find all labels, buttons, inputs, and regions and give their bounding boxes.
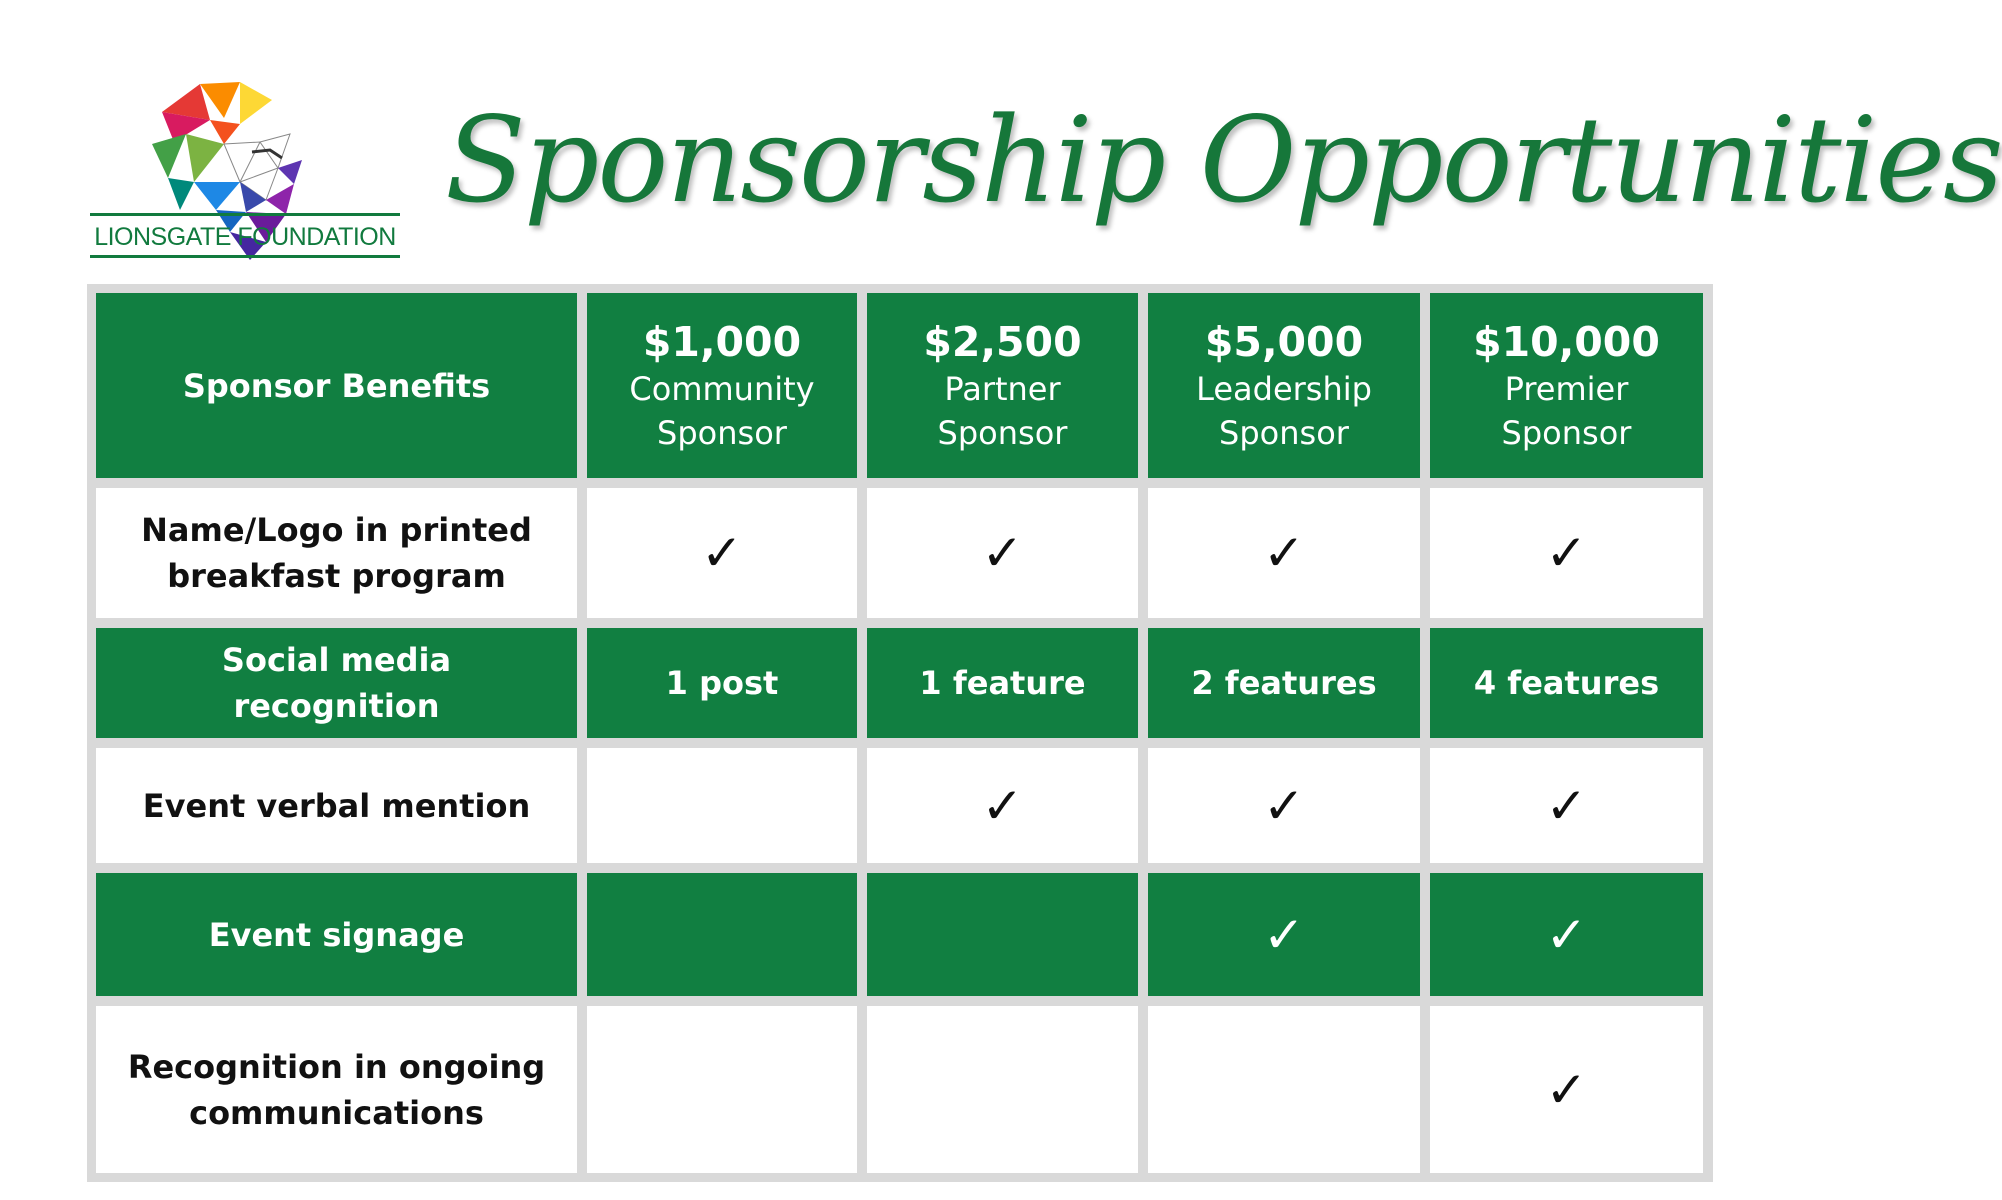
social-count: 1 feature xyxy=(919,664,1086,702)
benefit-label: Recognition in ongoing communications xyxy=(127,1047,546,1132)
tier-price: $5,000 xyxy=(1204,317,1364,366)
table-cell xyxy=(1148,1006,1420,1173)
table-cell xyxy=(1430,873,1703,996)
tier-price: $2,500 xyxy=(923,317,1082,366)
sponsorship-table xyxy=(87,284,1713,1182)
page-title: Sponsorship Opportunities xyxy=(445,91,2002,229)
table-cell xyxy=(587,873,857,996)
logo-rule-bottom xyxy=(90,255,400,258)
tier-header-partner xyxy=(867,293,1138,478)
check-icon: ✓ xyxy=(1545,1060,1588,1119)
table-cell xyxy=(1148,873,1420,996)
table-cell xyxy=(1148,628,1420,738)
table-cell xyxy=(587,488,857,618)
tier-name: Partner Sponsor xyxy=(937,369,1068,452)
table-cell xyxy=(867,628,1138,738)
table-row-benefit xyxy=(96,628,577,738)
check-icon: ✓ xyxy=(981,776,1024,835)
table-cell xyxy=(867,488,1138,618)
table-cell xyxy=(1148,748,1420,863)
table-cell xyxy=(867,873,1138,996)
benefit-label: Event signage xyxy=(208,915,465,954)
tier-header-community xyxy=(587,293,857,478)
tier-name: Community Sponsor xyxy=(629,369,815,452)
table-cell xyxy=(587,748,857,863)
table-cell xyxy=(1430,488,1703,618)
table-cell xyxy=(1430,628,1703,738)
table-cell xyxy=(1430,748,1703,863)
social-count: 4 features xyxy=(1473,664,1660,702)
benefit-label: Event verbal mention xyxy=(142,786,531,825)
tier-header-premier xyxy=(1430,293,1703,478)
check-icon: ✓ xyxy=(701,524,743,582)
lionsgate-logo xyxy=(90,82,400,267)
table-cell xyxy=(1148,488,1420,618)
table-row-benefit xyxy=(96,748,577,863)
logo-rule-top xyxy=(90,213,400,216)
table-cell xyxy=(1430,1006,1703,1173)
table-row-benefit xyxy=(96,873,577,996)
benefit-label: Name/Logo in printed breakfast program xyxy=(141,511,532,595)
page-header xyxy=(0,0,2002,280)
tier-header-leadership xyxy=(1148,293,1420,478)
check-icon: ✓ xyxy=(1545,776,1588,835)
check-icon: ✓ xyxy=(981,524,1024,582)
benefit-label: Social media recognition xyxy=(221,641,452,725)
social-count: 1 post xyxy=(665,664,779,702)
benefits-header-cell xyxy=(96,293,577,478)
logo-wordmark: LIONSGATE FOUNDATION xyxy=(94,223,396,251)
table-row-benefit xyxy=(96,488,577,618)
tier-price: $10,000 xyxy=(1473,317,1660,366)
table-cell xyxy=(867,1006,1138,1173)
social-count: 2 features xyxy=(1191,664,1377,702)
table-cell xyxy=(587,1006,857,1173)
tier-name: Leadership Sponsor xyxy=(1196,369,1372,452)
benefits-header-label: Sponsor Benefits xyxy=(182,366,491,405)
check-icon: ✓ xyxy=(1263,905,1305,964)
check-icon: ✓ xyxy=(1263,524,1305,582)
table-row-benefit xyxy=(96,1006,577,1173)
check-icon: ✓ xyxy=(1545,905,1588,964)
check-icon: ✓ xyxy=(1545,524,1588,582)
check-icon: ✓ xyxy=(1263,776,1305,835)
table-cell xyxy=(867,748,1138,863)
tier-name: Premier Sponsor xyxy=(1501,369,1632,452)
table-cell xyxy=(587,628,857,738)
tier-price: $1,000 xyxy=(642,317,802,366)
